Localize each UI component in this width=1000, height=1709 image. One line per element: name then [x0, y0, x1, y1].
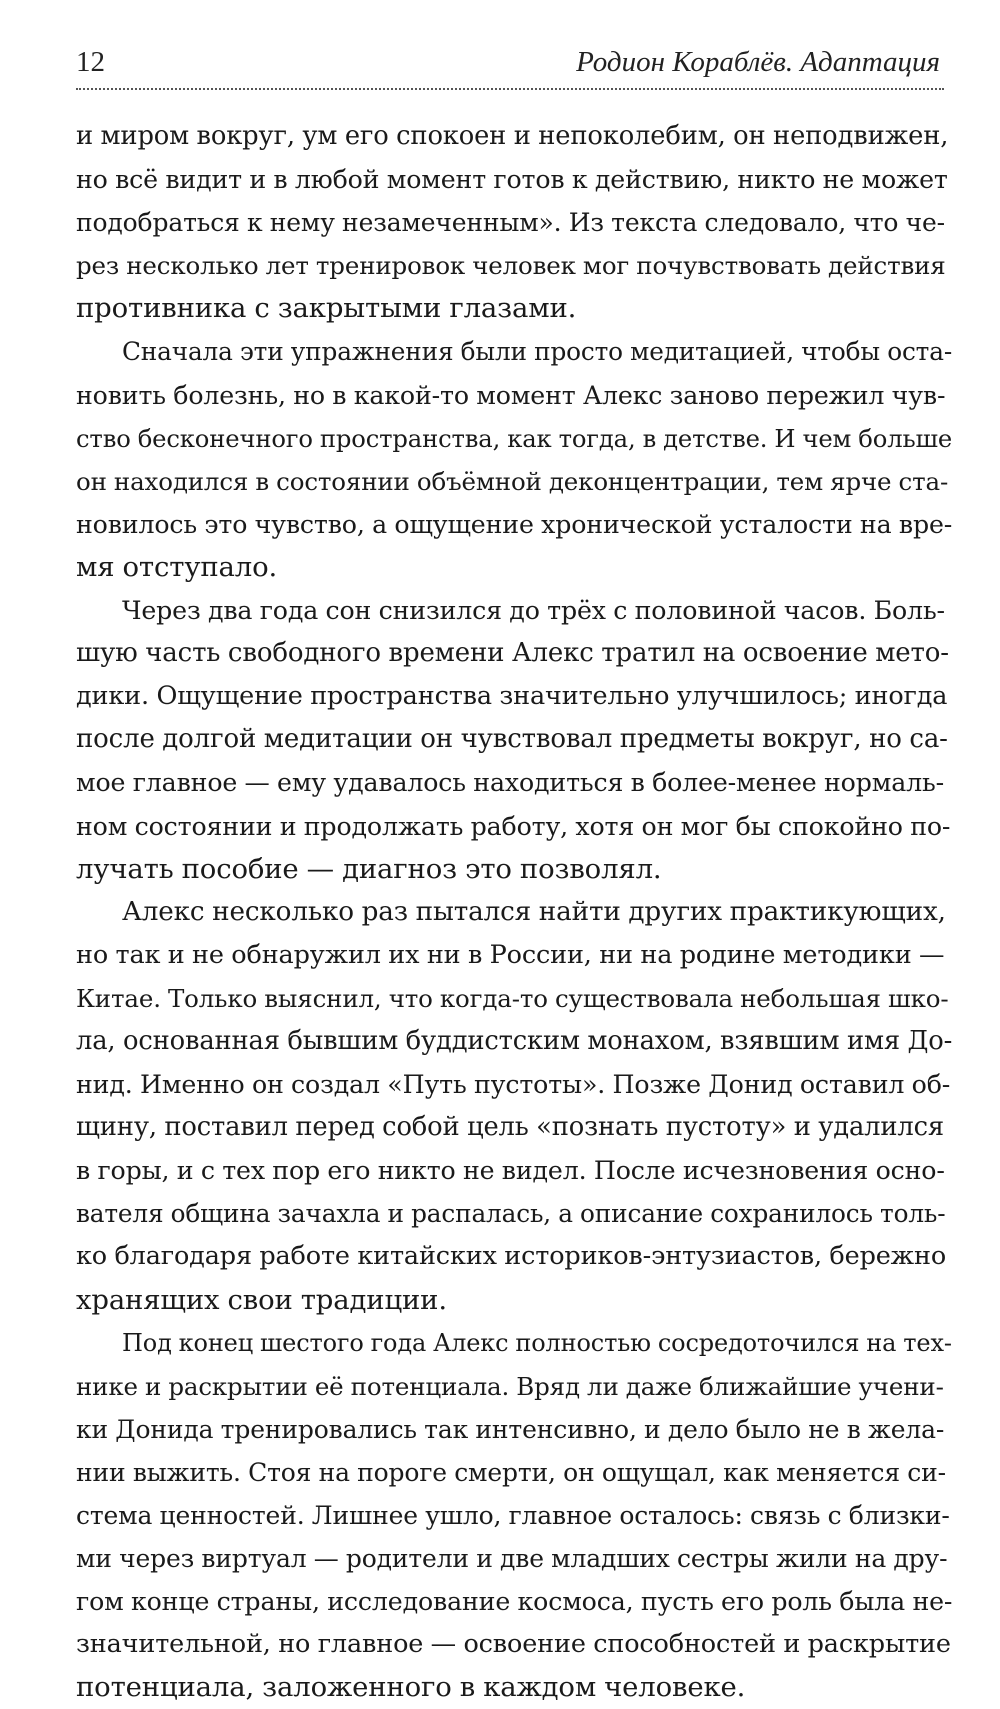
text-line: лучать пособие — диагноз это позволял. — [76, 852, 662, 885]
text-line: но так и не обнаружил их ни в России, ни на родине методики — — [76, 939, 945, 970]
text-line: нике и раскрытии её потенциала. Вряд ли даже ближайшие учени- — [76, 1371, 944, 1401]
text-line: вателя община зачахла и распалась, а описание сохранилось толь- — [76, 1199, 946, 1229]
paragraph-first-line: Через два года сон снизился до трёх с половиной часов. Боль- — [122, 596, 945, 626]
body-text — [76, 115, 952, 1709]
text-line: Китае. Только выяснил, что когда-то существовала небольшая шко- — [76, 983, 949, 1013]
text-line: противника с закрытыми глазами. — [76, 292, 577, 325]
text-line: гом конце страны, исследование космоса, пусть его роль была не- — [76, 1587, 953, 1617]
page-number: 12 — [76, 46, 105, 78]
text-line: хранящих свои традиции. — [76, 1283, 447, 1316]
paragraph-first-line: Сначала эти упражнения были просто медитацией, чтобы оста- — [122, 337, 953, 367]
text-line: ном состоянии и продолжать работу, хотя он мог бы спокойно по- — [76, 811, 951, 841]
paragraph-first-line: Алекс несколько раз пытался найти других практикующих, — [122, 896, 946, 927]
text-line: ки Донида тренировались так интенсивно, и дело было не в жела- — [76, 1414, 945, 1444]
text-line: нии выжить. Стоя на пороге смерти, он ощущал, как меняется си- — [76, 1457, 946, 1487]
text-line: ко благодаря работе китайских историков-энтузиастов, бережно — [76, 1241, 947, 1272]
text-line: мое главное — ему удавалось находиться в более-менее нормаль- — [76, 768, 944, 798]
text-line: подобраться к нему незамеченным». Из текста следовало, что че- — [76, 208, 945, 238]
text-line: в горы, и с тех пор его никто не видел. После исчезновения осно- — [76, 1156, 945, 1186]
text-line: стема ценностей. Лишнее ушло, главное осталось: связь с близки- — [76, 1501, 950, 1530]
text-line: значительной, но главное — освоение способностей и раскрытие — [76, 1629, 951, 1660]
text-line: ла, основанная бывшим буддистским монахом, взявшим имя До- — [76, 1025, 953, 1056]
text-line: щину, поставил перед собой цель «познать пустоту» и удалился — [76, 1112, 944, 1143]
text-line: рез несколько лет тренировок человек мог почувствовать действия — [76, 251, 946, 281]
text-line: новилось это чувство, а ощущение хронической усталости на вре- — [76, 509, 953, 539]
text-line: мя отступало. — [76, 550, 278, 583]
paragraph-first-line: Под конец шестого года Алекс полностью сосредоточился на тех- — [122, 1328, 952, 1357]
text-line: после долгой медитации он чувствовал предметы вокруг, но са- — [76, 724, 948, 755]
text-line: но всё видит и в любой момент готов к действию, никто не может — [76, 165, 948, 195]
text-line: он находился в состоянии объёмной деконцентрации, тем ярче ста- — [76, 466, 949, 496]
text-line: шую часть свободного времени Алекс тратил на освоение мето- — [76, 638, 949, 669]
text-line: и миром вокруг, ум его спокоен и непоколебим, он неподвижен, — [76, 121, 949, 151]
running-header — [76, 40, 944, 90]
text-line: дики. Ощущение пространства значительно улучшилось; иногда — [76, 681, 948, 712]
running-title: Родион Кораблёв. Адаптация — [576, 46, 940, 78]
text-line: потенциала, заложенного в каждом человеке. — [76, 1671, 746, 1704]
text-line: ми через виртуал — родители и две младших сестры жили на дру- — [76, 1544, 948, 1574]
text-line: нид. Именно он создал «Путь пустоты». Позже Донид оставил об- — [76, 1070, 951, 1100]
text-line: новить болезнь, но в какой-то момент Алекс заново пережил чув- — [76, 380, 946, 410]
text-line: ство бесконечного пространства, как тогда, в детстве. И чем больше — [76, 423, 953, 453]
